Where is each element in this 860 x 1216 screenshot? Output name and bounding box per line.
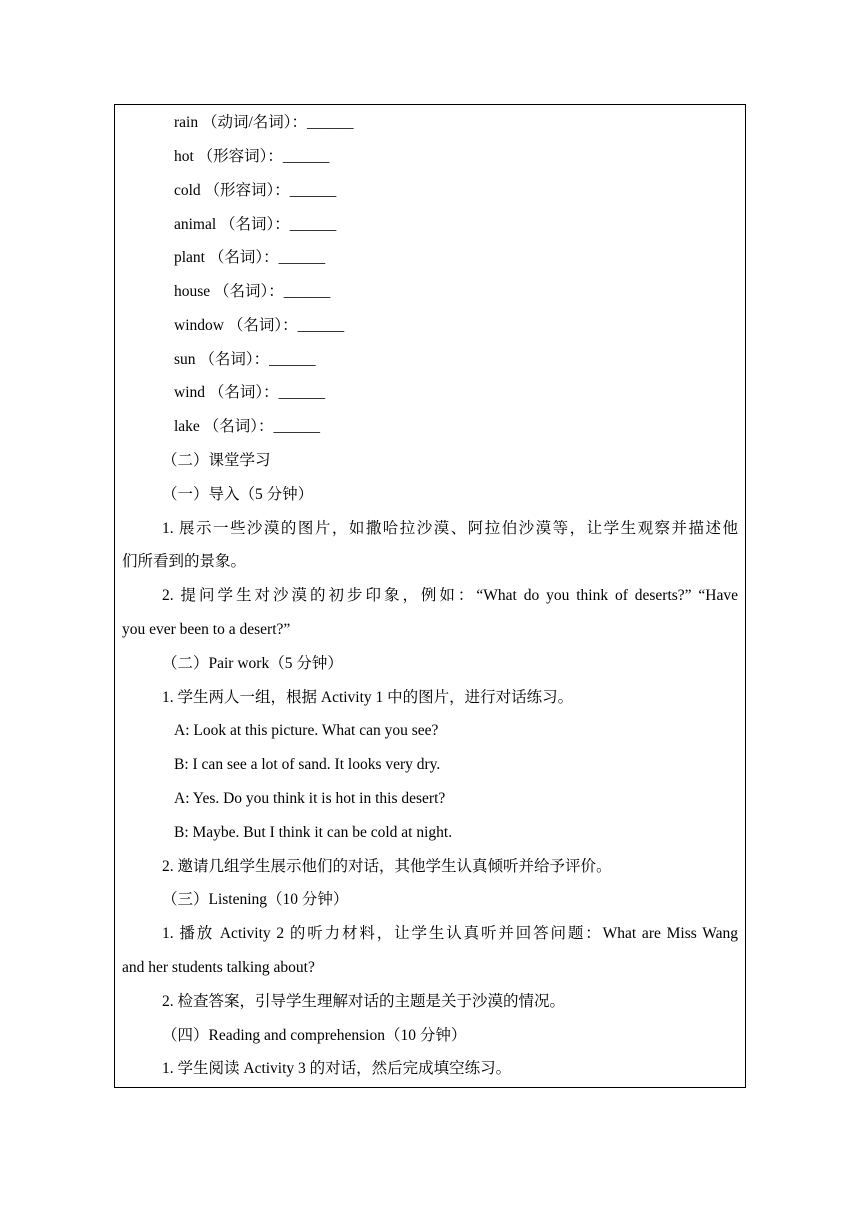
intro-item1-line2: 们所看到的景象。 — [122, 553, 247, 570]
listening-item1-line2: and her students talking about? — [122, 959, 315, 976]
dialog-line: A: Yes. Do you think it is hot in this desert? — [174, 790, 446, 807]
vocab-item-rain: rain （动词/名词）：______ — [174, 114, 354, 131]
vocab-item-cold: cold （形容词）：______ — [174, 182, 337, 199]
vocab-item-window: window （名词）：______ — [174, 317, 345, 334]
listening-heading: （三）Listening（10 分钟） — [162, 891, 349, 908]
section-heading-classroom: （二）课堂学习 — [162, 452, 271, 469]
listening-item2: 2. 检查答案，引导学生理解对话的主题是关于沙漠的情况。 — [162, 993, 566, 1010]
intro-item1-line1: 1. 展示一些沙漠的图片，如撒哈拉沙漠、阿拉伯沙漠等，让学生观察并描述他 — [162, 520, 738, 537]
pair-work-heading: （二）Pair work（5 分钟） — [162, 655, 343, 672]
dialog-line: A: Look at this picture. What can you see? — [174, 722, 439, 739]
vocab-item-animal: animal （名词）：______ — [174, 216, 337, 233]
vocab-item-wind: wind （名词）：______ — [174, 384, 326, 401]
dialog-line: B: Maybe. But I think it can be cold at night. — [174, 824, 453, 841]
vocab-item-hot: hot （形容词）：______ — [174, 148, 330, 165]
vocab-item-plant: plant （名词）：______ — [174, 249, 326, 266]
intro-item2-line2: you ever been to a desert?” — [122, 621, 291, 638]
listening-item1-line1: 1. 播放 Activity 2 的听力材料，让学生认真听并回答问题：What are Miss Wang — [162, 925, 738, 942]
intro-item2-line1: 2. 提问学生对沙漠的初步印象，例如：“What do you think of deserts?” “Have — [162, 587, 738, 604]
reading-heading: （四）Reading and comprehension（10 分钟） — [162, 1027, 467, 1044]
intro-heading: （一）导入（5 分钟） — [162, 486, 314, 503]
vocab-item-house: house （名词）：______ — [174, 283, 331, 300]
pair-work-item1: 1. 学生两人一组，根据 Activity 1 中的图片，进行对话练习。 — [162, 689, 574, 706]
vocab-item-lake: lake （名词）：______ — [174, 418, 320, 435]
reading-item1: 1. 学生阅读 Activity 3 的对话，然后完成填空练习。 — [162, 1060, 512, 1077]
dialog-line: B: I can see a lot of sand. It looks very dry. — [174, 756, 441, 773]
vocab-item-sun: sun （名词）：______ — [174, 351, 316, 368]
pair-work-item2: 2. 邀请几组学生展示他们的对话，其他学生认真倾听并给予评价。 — [162, 858, 612, 875]
